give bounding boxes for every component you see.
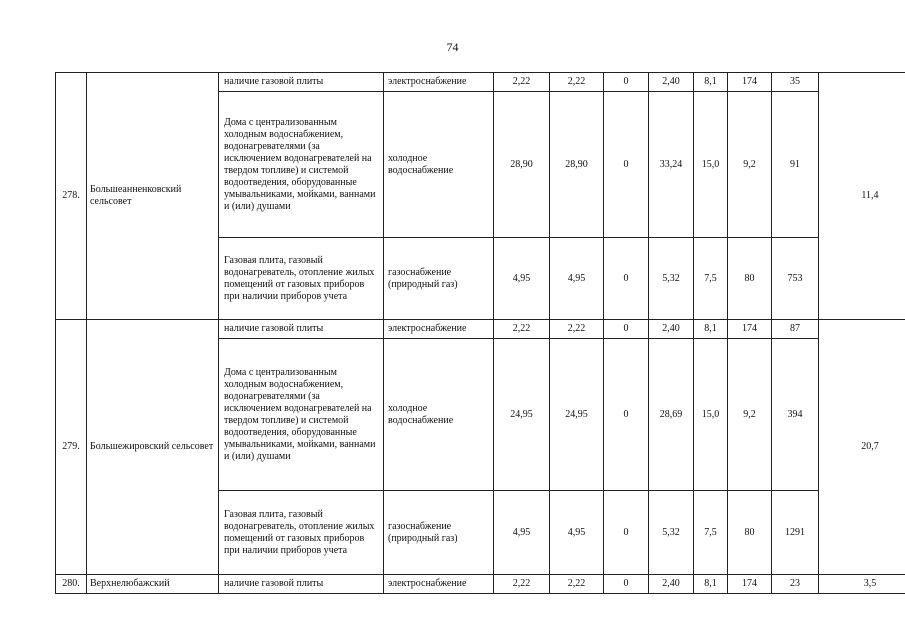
table-cell: 0 <box>604 491 649 575</box>
table-cell: 174 <box>728 73 772 92</box>
table-cell: 2,40 <box>649 320 694 339</box>
total-cell: 20,7 <box>819 320 905 575</box>
table-cell: 7,5 <box>694 238 728 320</box>
table-cell: 2,40 <box>649 73 694 92</box>
table-cell: 0 <box>604 73 649 92</box>
utility-service: газоснабжение (природный газ) <box>384 238 494 320</box>
housing-description: Дома с централизованным холодным водоснабжением, водонагревателями (за исключением водонагревателей на твердом топливе) и системой водоотведения, оборудованные умывальниками, мойками, ваннами и (или) душами <box>219 92 384 238</box>
table-cell: 8,1 <box>694 320 728 339</box>
table-cell: 0 <box>604 238 649 320</box>
table-cell: 28,90 <box>494 92 550 238</box>
utility-service: электроснабжение <box>384 320 494 339</box>
table-cell: 0 <box>604 320 649 339</box>
page-number: 74 <box>446 40 459 54</box>
utility-service: холодное водоснабжение <box>384 92 494 238</box>
housing-description: наличие газовой плиты <box>219 320 384 339</box>
table-row <box>56 575 905 594</box>
utility-service: электроснабжение <box>384 73 494 92</box>
utility-service: газоснабжение (природный газ) <box>384 491 494 575</box>
table-cell: 0 <box>604 92 649 238</box>
table-cell: 174 <box>728 320 772 339</box>
table-cell: 0 <box>604 575 649 594</box>
table-cell: 9,2 <box>728 92 772 238</box>
total-cell: 3,5 <box>819 575 905 594</box>
total-cell: 11,4 <box>819 73 905 320</box>
table-cell: 35 <box>772 73 819 92</box>
housing-description: Газовая плита, газовый водонагреватель, отопление жилых помещений от газовых приборов при наличии приборов учета <box>219 238 384 320</box>
table-cell: 87 <box>772 320 819 339</box>
table-cell: 28,90 <box>550 92 604 238</box>
table-cell: 2,22 <box>550 575 604 594</box>
tariff-table <box>55 72 905 594</box>
table-cell: 8,1 <box>694 575 728 594</box>
table-cell: 15,0 <box>694 92 728 238</box>
table-cell: 2,22 <box>550 73 604 92</box>
row-index: 278. <box>56 73 87 320</box>
table-cell: 174 <box>728 575 772 594</box>
utility-service: холодное водоснабжение <box>384 339 494 491</box>
table-row <box>56 320 905 339</box>
table-cell: 0 <box>604 339 649 491</box>
table-cell: 2,22 <box>494 73 550 92</box>
table-cell: 80 <box>728 491 772 575</box>
table-cell: 8,1 <box>694 73 728 92</box>
municipality-name: Большеанненковский сельсовет <box>87 73 219 320</box>
table-cell: 4,95 <box>550 491 604 575</box>
table-cell: 4,95 <box>494 491 550 575</box>
table-cell: 4,95 <box>494 238 550 320</box>
housing-description: наличие газовой плиты <box>219 73 384 92</box>
table-cell: 7,5 <box>694 491 728 575</box>
table-cell: 33,24 <box>649 92 694 238</box>
table-row <box>56 73 905 92</box>
municipality-name: Большежировский сельсовет <box>87 320 219 575</box>
table-cell: 2,40 <box>649 575 694 594</box>
table-cell: 28,69 <box>649 339 694 491</box>
municipality-name: Верхнелюбажский <box>87 575 219 594</box>
table-cell: 4,95 <box>550 238 604 320</box>
row-index: 279. <box>56 320 87 575</box>
row-index: 280. <box>56 575 87 594</box>
table-cell: 9,2 <box>728 339 772 491</box>
table-cell: 2,22 <box>494 575 550 594</box>
table-cell: 24,95 <box>550 339 604 491</box>
table-cell: 80 <box>728 238 772 320</box>
utility-service: электроснабжение <box>384 575 494 594</box>
table-cell: 91 <box>772 92 819 238</box>
table-cell: 5,32 <box>649 491 694 575</box>
table-cell: 753 <box>772 238 819 320</box>
table-cell: 2,22 <box>550 320 604 339</box>
table-cell: 24,95 <box>494 339 550 491</box>
table-cell: 394 <box>772 339 819 491</box>
table-cell: 5,32 <box>649 238 694 320</box>
table-cell: 1291 <box>772 491 819 575</box>
housing-description: Газовая плита, газовый водонагреватель, отопление жилых помещений от газовых приборов при наличии приборов учета <box>219 491 384 575</box>
table-cell: 2,22 <box>494 320 550 339</box>
housing-description: Дома с централизованным холодным водоснабжением, водонагревателями (за исключением водонагревателей на твердом топливе) и системой водоотведения, оборудованные умывальниками, мойками, ваннами и (или) душами <box>219 339 384 491</box>
table-cell: 23 <box>772 575 819 594</box>
table-cell: 15,0 <box>694 339 728 491</box>
housing-description: наличие газовой плиты <box>219 575 384 594</box>
